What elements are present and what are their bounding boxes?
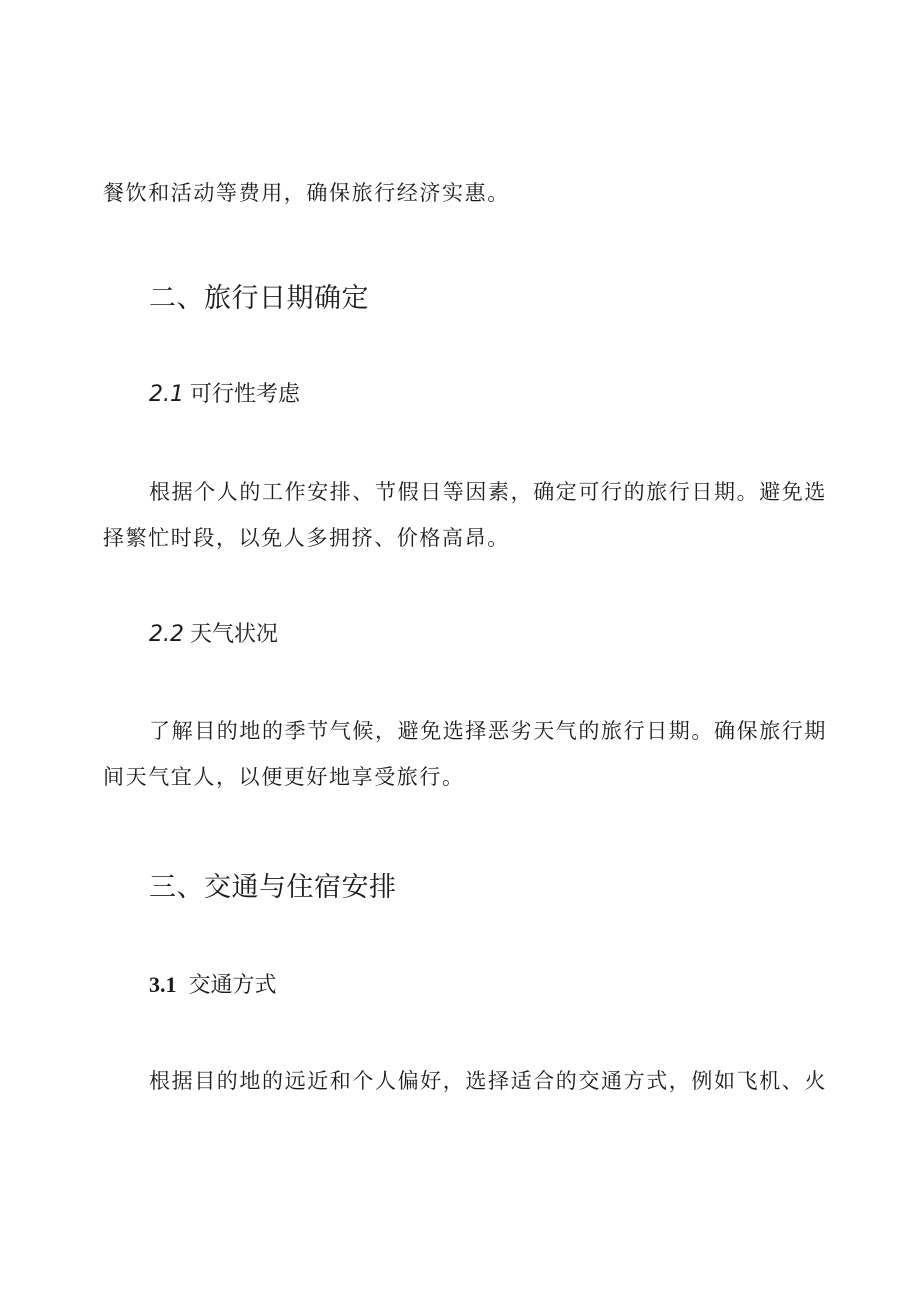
paragraph-line: 择繁忙时段，以免人多拥挤、价格高昂。 <box>103 526 510 550</box>
subsection-title: 可行性考虑 <box>190 382 301 407</box>
paragraph-2-2 <box>103 708 827 800</box>
subsection-title: 天气状况 <box>190 622 279 647</box>
subsection-2-2-heading <box>149 621 278 649</box>
subsection-3-1-heading <box>149 971 277 1000</box>
paragraph-line: 根据目的地的远近和个人偏好，选择适合的交通方式，例如飞机、火 <box>149 1069 827 1093</box>
subsection-number: 2.2 <box>149 622 184 647</box>
intro-paragraph-continuation <box>103 170 803 216</box>
subsection-title: 交通方式 <box>188 973 277 998</box>
paragraph-2-1 <box>103 469 827 561</box>
paragraph-line: 餐饮和活动等费用，确保旅行经济实惠。 <box>103 181 510 205</box>
subsection-number: 3.1 <box>149 972 177 997</box>
section2-heading: 二、旅行日期确定 <box>149 283 369 314</box>
paragraph-line: 间天气宜人，以便更好地享受旅行。 <box>103 765 465 789</box>
subsection-number: 2.1 <box>149 382 184 407</box>
paragraph-line: 根据个人的工作安排、节假日等因素，确定可行的旅行日期。避免选 <box>149 480 827 504</box>
paragraph-line: 了解目的地的季节气候，避免选择恶劣天气的旅行日期。确保旅行期 <box>149 719 827 743</box>
section3-heading: 三、交通与住宿安排 <box>149 872 397 903</box>
subsection-2-1-heading <box>149 381 300 409</box>
paragraph-3-1 <box>103 1058 827 1104</box>
